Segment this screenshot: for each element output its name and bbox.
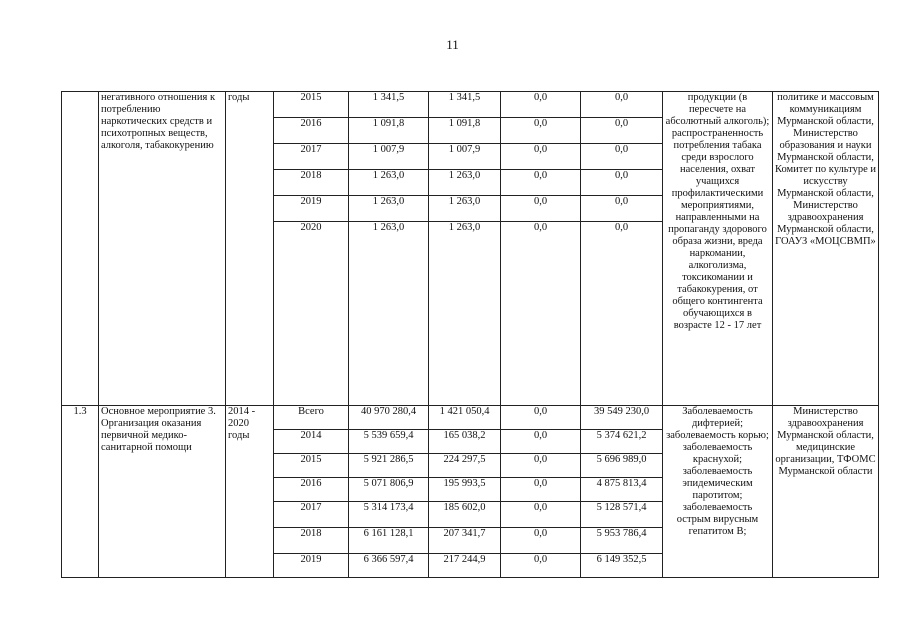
regional-cell: 1 341,5	[429, 92, 501, 118]
measure-name: Основное мероприятие 3. Организация оказания первичной медико-санитарной помощи	[101, 406, 216, 453]
federal-cell: 0,0	[501, 196, 581, 222]
regional-cell: 195 993,5	[429, 478, 501, 502]
other-cell: 6 149 352,5	[581, 554, 663, 578]
row-number: 1.3	[73, 406, 87, 417]
year-cell: 2016	[274, 478, 349, 502]
total-cell: 5 314 173,4	[349, 502, 429, 528]
regional-cell: 217 244,9	[429, 554, 501, 578]
other-cell: 0,0	[581, 92, 663, 118]
total-cell: 1 263,0	[349, 196, 429, 222]
total-cell: 1 341,5	[349, 92, 429, 118]
total-cell: 1 091,8	[349, 118, 429, 144]
other-cell: 5 374 621,2	[581, 430, 663, 454]
federal-cell: 0,0	[501, 118, 581, 144]
period: годы	[228, 92, 250, 103]
federal-cell: 0,0	[501, 454, 581, 478]
regional-cell: 1 263,0	[429, 222, 501, 406]
measure-name-cell	[99, 92, 226, 406]
other-cell: 39 549 230,0	[581, 406, 663, 430]
year-cell: 2020	[274, 222, 349, 406]
table-row	[62, 92, 879, 118]
measure-name: негативного отношения к потреблению наркотических средств и психотропных веществ, алкоголя, табакокурению	[101, 92, 216, 151]
federal-cell: 0,0	[501, 478, 581, 502]
page-number: 11	[446, 37, 459, 52]
measure-name-cell	[99, 406, 226, 578]
year-cell: 2018	[274, 528, 349, 554]
total-cell: 6 161 128,1	[349, 528, 429, 554]
other-cell: 0,0	[581, 170, 663, 196]
regional-cell: 1 263,0	[429, 196, 501, 222]
total-cell: 6 366 597,4	[349, 554, 429, 578]
regional-cell: 207 341,7	[429, 528, 501, 554]
total-cell: 5 921 286,5	[349, 454, 429, 478]
regional-cell: 165 038,2	[429, 430, 501, 454]
year-cell: 2018	[274, 170, 349, 196]
total-cell: 1 263,0	[349, 170, 429, 196]
year-cell: 2017	[274, 144, 349, 170]
other-cell: 0,0	[581, 222, 663, 406]
regional-cell: 1 263,0	[429, 170, 501, 196]
regional-cell: 185 602,0	[429, 502, 501, 528]
table-row	[62, 406, 879, 430]
program-table	[61, 91, 879, 578]
regional-cell: 1 007,9	[429, 144, 501, 170]
period: 2014 - 2020 годы	[228, 406, 256, 441]
federal-cell: 0,0	[501, 406, 581, 430]
year-cell: 2016	[274, 118, 349, 144]
federal-cell: 0,0	[501, 92, 581, 118]
year-cell: 2015	[274, 454, 349, 478]
year-cell: 2019	[274, 554, 349, 578]
regional-cell: 1 421 050,4	[429, 406, 501, 430]
regional-cell: 224 297,5	[429, 454, 501, 478]
other-cell: 0,0	[581, 118, 663, 144]
row-number-cell	[62, 406, 99, 578]
indicators-cell	[663, 92, 773, 406]
year-cell: 2019	[274, 196, 349, 222]
executors-text: политике и массовым коммуникациям Мурманской области, Министерство образования и науки Мурманской области, Комитет по культуре и искусству Мурманской области, Министерство здравоохранения Мурманской области, ГОАУЗ «МОЦСВМП»	[775, 92, 876, 247]
indicators-text: продукции (в пересчете на абсолютный алкоголь); распространенность потребления табака среди взрослого населения, охват учащихся профилактическими мероприятиями, направленными на пропаганду здорового образа жизни, вреда наркомании, алкоголизма, токсикомании и табакокурения, от общего контингента обучающихся в возрасте 12 - 17 лет	[665, 92, 770, 331]
year-cell: Всего	[274, 406, 349, 430]
other-cell: 0,0	[581, 196, 663, 222]
total-cell: 40 970 280,4	[349, 406, 429, 430]
year-cell: 2015	[274, 92, 349, 118]
federal-cell: 0,0	[501, 502, 581, 528]
period-cell	[226, 406, 274, 578]
federal-cell: 0,0	[501, 528, 581, 554]
row-number-cell	[62, 92, 99, 406]
other-cell: 5 696 989,0	[581, 454, 663, 478]
other-cell: 0,0	[581, 144, 663, 170]
other-cell: 5 953 786,4	[581, 528, 663, 554]
federal-cell: 0,0	[501, 430, 581, 454]
total-cell: 1 007,9	[349, 144, 429, 170]
federal-cell: 0,0	[501, 554, 581, 578]
other-cell: 4 875 813,4	[581, 478, 663, 502]
total-cell: 5 539 659,4	[349, 430, 429, 454]
indicators-cell	[663, 406, 773, 578]
total-cell: 1 263,0	[349, 222, 429, 406]
year-cell: 2014	[274, 430, 349, 454]
year-cell: 2017	[274, 502, 349, 528]
executors-cell	[773, 92, 879, 406]
other-cell: 5 128 571,4	[581, 502, 663, 528]
federal-cell: 0,0	[501, 170, 581, 196]
federal-cell: 0,0	[501, 222, 581, 406]
period-cell	[226, 92, 274, 406]
executors-text: Министерство здравоохранения Мурманской области, медицинские организации, ТФОМС Мурманской области	[775, 406, 876, 477]
total-cell: 5 071 806,9	[349, 478, 429, 502]
indicators-text: Заболеваемость дифтерией; заболеваемость корью; заболеваемость краснухой; заболеваемость эпидемическим паротитом; заболеваемость острым вирусным гепатитом В;	[666, 406, 769, 537]
executors-cell	[773, 406, 879, 578]
federal-cell: 0,0	[501, 144, 581, 170]
regional-cell: 1 091,8	[429, 118, 501, 144]
